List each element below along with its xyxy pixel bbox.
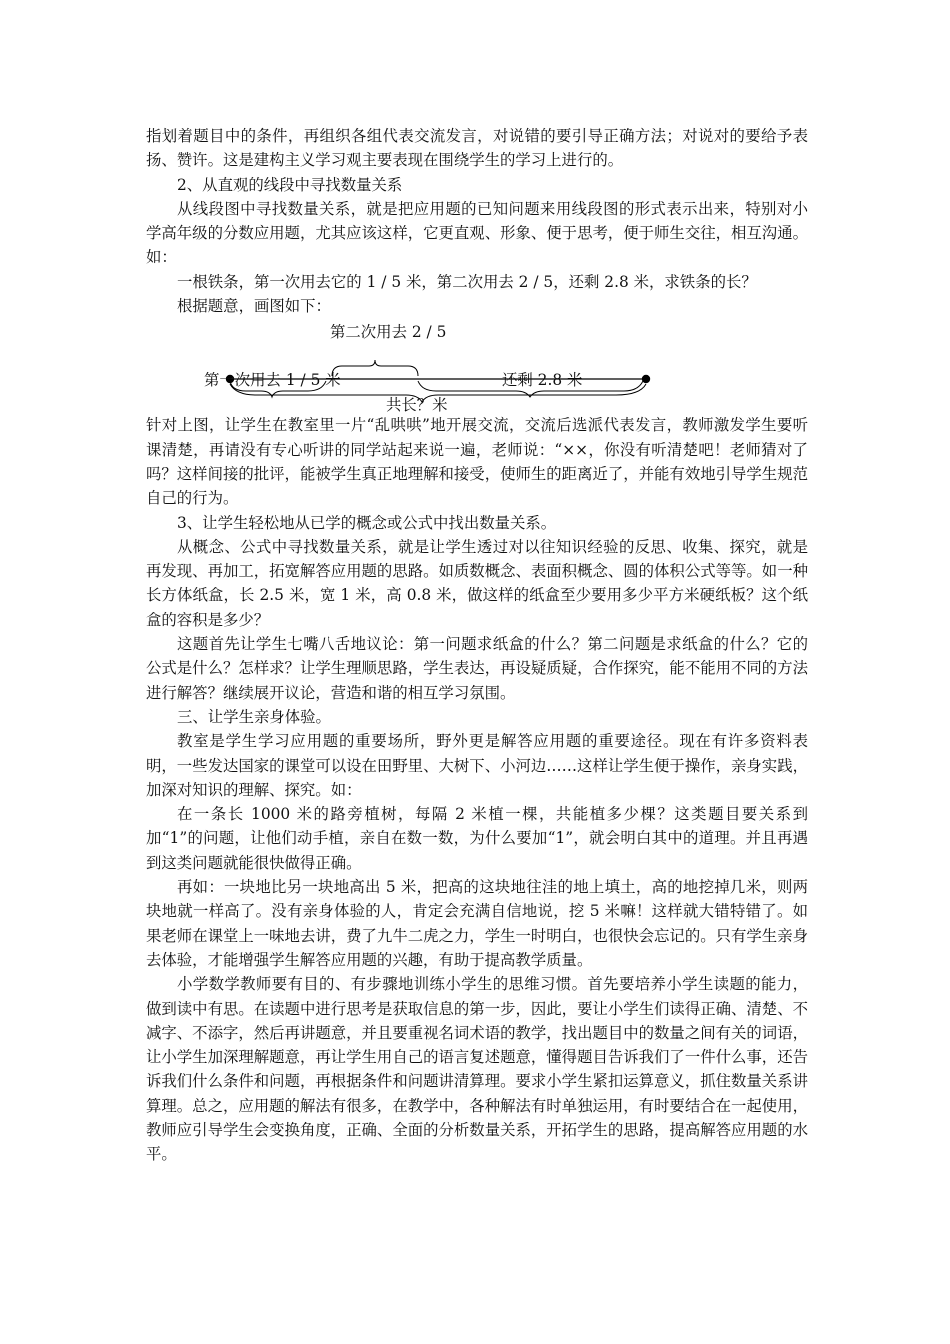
- example-problem: 一根铁条，第一次用去它的 1 / 5 米，第二次用去 2 / 5，还剩 2.8 米，求铁条的长？: [177, 272, 757, 291]
- paragraph: 从概念、公式中寻找数量关系，就是让学生透过对以往知识经验的反思、收集、探究，就是再发现、再加工，拓宽解答应用题的思路。如质数概念、表面积概念、圆的体积公式等等。如一种长方体纸盒，长 2.5 米，宽 1 米，高 0.8 米，做这样的纸盒至少要用多少平方米硬纸板？这个纸盒的容积是多少？: [146, 537, 808, 629]
- paragraph: 教室是学生学习应用题的重要场所，野外更是解答应用题的重要途径。现在有许多资料表明，一些发达国家的课堂可以设在田野里、大树下、小河边……这样让学生便于操作，亲身实践，加深对知识的理解、探究。如：: [146, 732, 808, 799]
- remaining-label: 还剩 2.8 米: [502, 371, 583, 390]
- paragraph: 这题首先让学生七嘴八舌地议论：第一问题求纸盒的什么？第二问题是求纸盒的什么？它的公式是什么？怎样求？让学生理顺思路，学生表达，再设疑质疑，合作探究，能不能用不同的方法进行解答？继续展开议论，营造和谐的相互学习氛围。: [146, 635, 808, 702]
- paragraph: 在一条长 1000 米的路旁植树，每隔 2 米植一棵，共能植多少棵？这类题目要关系到加“1”的问题，让他们动手植，亲自在数一数，为什么要加“1”，就会明白其中的道理。并且再遇到这类问题就能很快做得正确。: [146, 805, 808, 872]
- segment-diagram-svg: [146, 318, 808, 413]
- paragraphs-bottom: [146, 413, 808, 1166]
- first-use-label: 第一次用去 1 / 5 米: [204, 371, 341, 390]
- total-label: 共长？米: [386, 396, 448, 415]
- paragraph: 根据题意，画图如下：: [177, 297, 331, 316]
- paragraph: 再如：一块地比另一块地高出 5 米，把高的这块地往洼的地上填土，高的地挖掉几米，则两块地就一样高了。没有亲身体验的人，肯定会充满自信地说，挖 5 米嘛！这样就大错特错了。如果老师在课堂上一味地去讲，费了九牛二虎之力，学生一时明白，也很快会忘记的。只有学生亲身去体验，才能增强学生解答应用题的兴趣，有助于提高教学质量。: [146, 878, 808, 969]
- paragraph: 针对上图，让学生在教室里一片“乱哄哄”地开展交流，交流后选派代表发言，教师激发学生要听课清楚，再请没有专心听讲的同学站起来说一遍，老师说：“××，你没有听清楚吧！老师猜对了吗？这样间接的批评，能被学生真正地理解和接受，使师生的距离近了，并能有效地引导学生规范自己的行为。: [146, 416, 808, 508]
- top-brace: [332, 360, 418, 376]
- section-heading: 2、从直观的线段中寻找数量关系: [177, 175, 403, 194]
- paragraph: 从线段图中寻找数量关系，就是把应用题的已知问题来用线段图的形式表示出来，特别对小学高年级的分数应用题，尤其应该这样，它更直观、形象、便于思考，便于师生交往，相互沟通。如：: [146, 199, 808, 267]
- paragraph: 小学数学教师要有目的、有步骤地训练小学生的思维习惯。首先要培养小学生读题的能力，做到读中有思。在读题中进行思考是获取信息的第一步，因此，要让小学生们读得正确、清楚、不减字、不添字，然后再讲题意，并且要重视名词术语的教学，找出题目中的数量之间有关的词语，让小学生加深理解题意，再让学生用自己的语言复述题意，懂得题目告诉我们了一件什么事，还告诉我们什么条件和问题，再根据条件和问题讲清算理。要求小学生紧扣运算意义，抓住数量关系讲算理。总之，应用题的解法有很多，在教学中，各种解法有时单独运用，有时要结合在一起使用，教师应引导学生会变换角度，正确、全面的分析数量关系，开拓学生的思路，提高解答应用题的水平。: [146, 975, 808, 1164]
- line-segment-diagram: [146, 318, 808, 413]
- section-heading: 3、让学生轻松地从已学的概念或公式中找出数量关系。: [177, 513, 557, 532]
- section-heading: 三、让学生亲身体验。: [177, 707, 331, 726]
- top-label: 第二次用去 2 / 5: [330, 323, 447, 342]
- document-page: [146, 124, 808, 1167]
- paragraph: 指划着题目中的条件，再组织各组代表交流发言，对说错的要引导正确方法；对说对的要给予表扬、赞许。这是建构主义学习观主要表现在围绕学生的学习上进行的。: [146, 127, 808, 170]
- paragraphs-top: [146, 124, 808, 318]
